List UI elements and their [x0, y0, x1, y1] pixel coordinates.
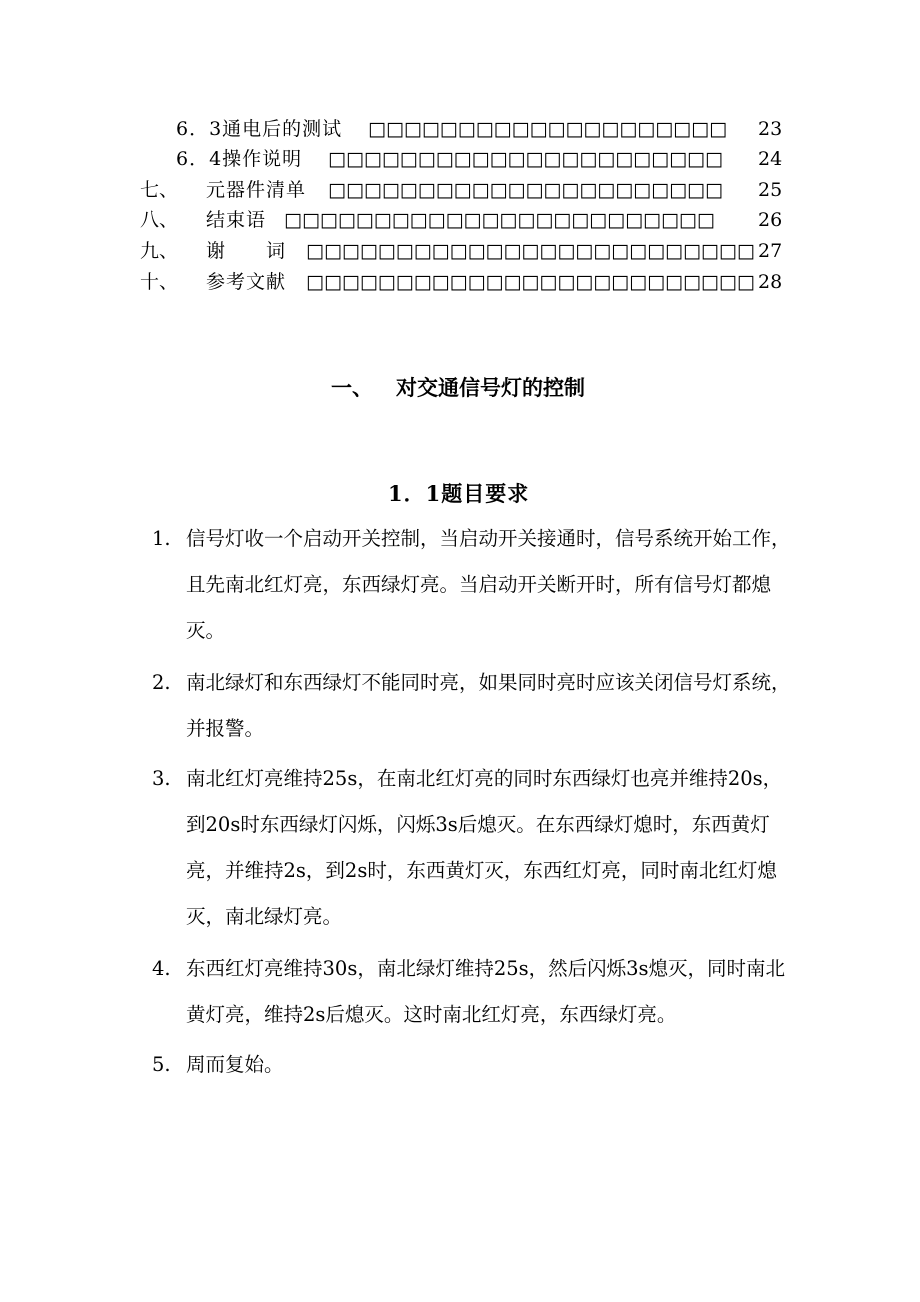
- toc-leader: □□□□□□□□□□□□□□□□□□□□□□□□: [284, 209, 715, 231]
- item-number: 3.: [152, 767, 171, 790]
- requirement-item-4: [152, 946, 792, 1038]
- subsection-title: 1．1题目要求: [388, 481, 530, 506]
- item-number: 2.: [152, 671, 171, 694]
- item-number: 1.: [152, 527, 171, 550]
- toc-title: 元器件清单: [206, 179, 307, 201]
- toc-row-7[interactable]: [0, 175, 920, 205]
- toc-chapter-number: 九、: [140, 240, 179, 262]
- toc-page-number: 25: [758, 179, 783, 201]
- item-text: 东西红灯亮维持30s，南北绿灯维持25s，然后闪烁3s熄灭，同时南北黄灯亮，维持2s后熄灭。这时南北红灯亮，东西绿灯亮。: [186, 957, 786, 1026]
- toc-page-number: 24: [758, 148, 783, 170]
- toc-title: 谢 词: [206, 240, 287, 262]
- toc-chapter-number: 八、: [140, 209, 179, 231]
- toc-page-number: 27: [758, 240, 783, 262]
- item-text: 信号灯收一个启动开关控制，当启动开关接通时，信号系统开始工作，且先南北红灯亮，东西绿灯亮。当启动开关断开时，所有信号灯都熄灭。: [186, 527, 791, 642]
- toc-row-6-4[interactable]: [0, 144, 920, 174]
- toc-title: 6．4操作说明: [176, 148, 303, 170]
- toc-chapter-number: 七、: [140, 179, 179, 201]
- toc-title: 6．3通电后的测试: [176, 118, 343, 140]
- requirement-item-2: [152, 660, 792, 752]
- toc-title: 结束语: [206, 209, 267, 231]
- requirement-item-3: [152, 756, 792, 940]
- toc-leader: □□□□□□□□□□□□□□□□□□□□□□□□□: [306, 240, 755, 262]
- toc-row-6-3[interactable]: [0, 114, 920, 144]
- requirement-item-1: [152, 516, 792, 654]
- toc-page-number: 28: [758, 271, 783, 293]
- toc-leader: □□□□□□□□□□□□□□□□□□□□□□: [328, 148, 723, 170]
- toc-row-9[interactable]: [0, 236, 920, 266]
- toc-row-10[interactable]: [0, 267, 920, 297]
- toc-leader: □□□□□□□□□□□□□□□□□□□□: [368, 118, 728, 140]
- toc-page-number: 23: [758, 118, 783, 140]
- requirement-item-5: [152, 1042, 792, 1088]
- item-text: 周而复始。: [186, 1053, 284, 1076]
- toc-page-number: 26: [758, 209, 783, 231]
- section-title: 对交通信号灯的控制: [396, 375, 585, 400]
- toc-title: 参考文献: [206, 271, 287, 293]
- toc-row-8[interactable]: [0, 205, 920, 235]
- toc-leader: □□□□□□□□□□□□□□□□□□□□□□□□□: [306, 271, 755, 293]
- item-text: 南北红灯亮维持25s，在南北红灯亮的同时东西绿灯也亮并维持20s，到20s时东西绿灯闪烁，闪烁3s后熄灭。在东西绿灯熄时，东西黄灯亮，并维持2s，到2s时，东西黄灯灭，东西红灯亮，同时南北红灯熄灭，南北绿灯亮。: [186, 767, 783, 928]
- item-text: 南北绿灯和东西绿灯不能同时亮，如果同时亮时应该关闭信号灯系统，并报警。: [186, 671, 791, 740]
- toc-leader: □□□□□□□□□□□□□□□□□□□□□□: [328, 179, 723, 201]
- toc-chapter-number: 十、: [140, 271, 179, 293]
- section-number: 一、: [331, 375, 373, 400]
- item-number: 4.: [152, 957, 171, 980]
- item-number: 5.: [152, 1053, 171, 1076]
